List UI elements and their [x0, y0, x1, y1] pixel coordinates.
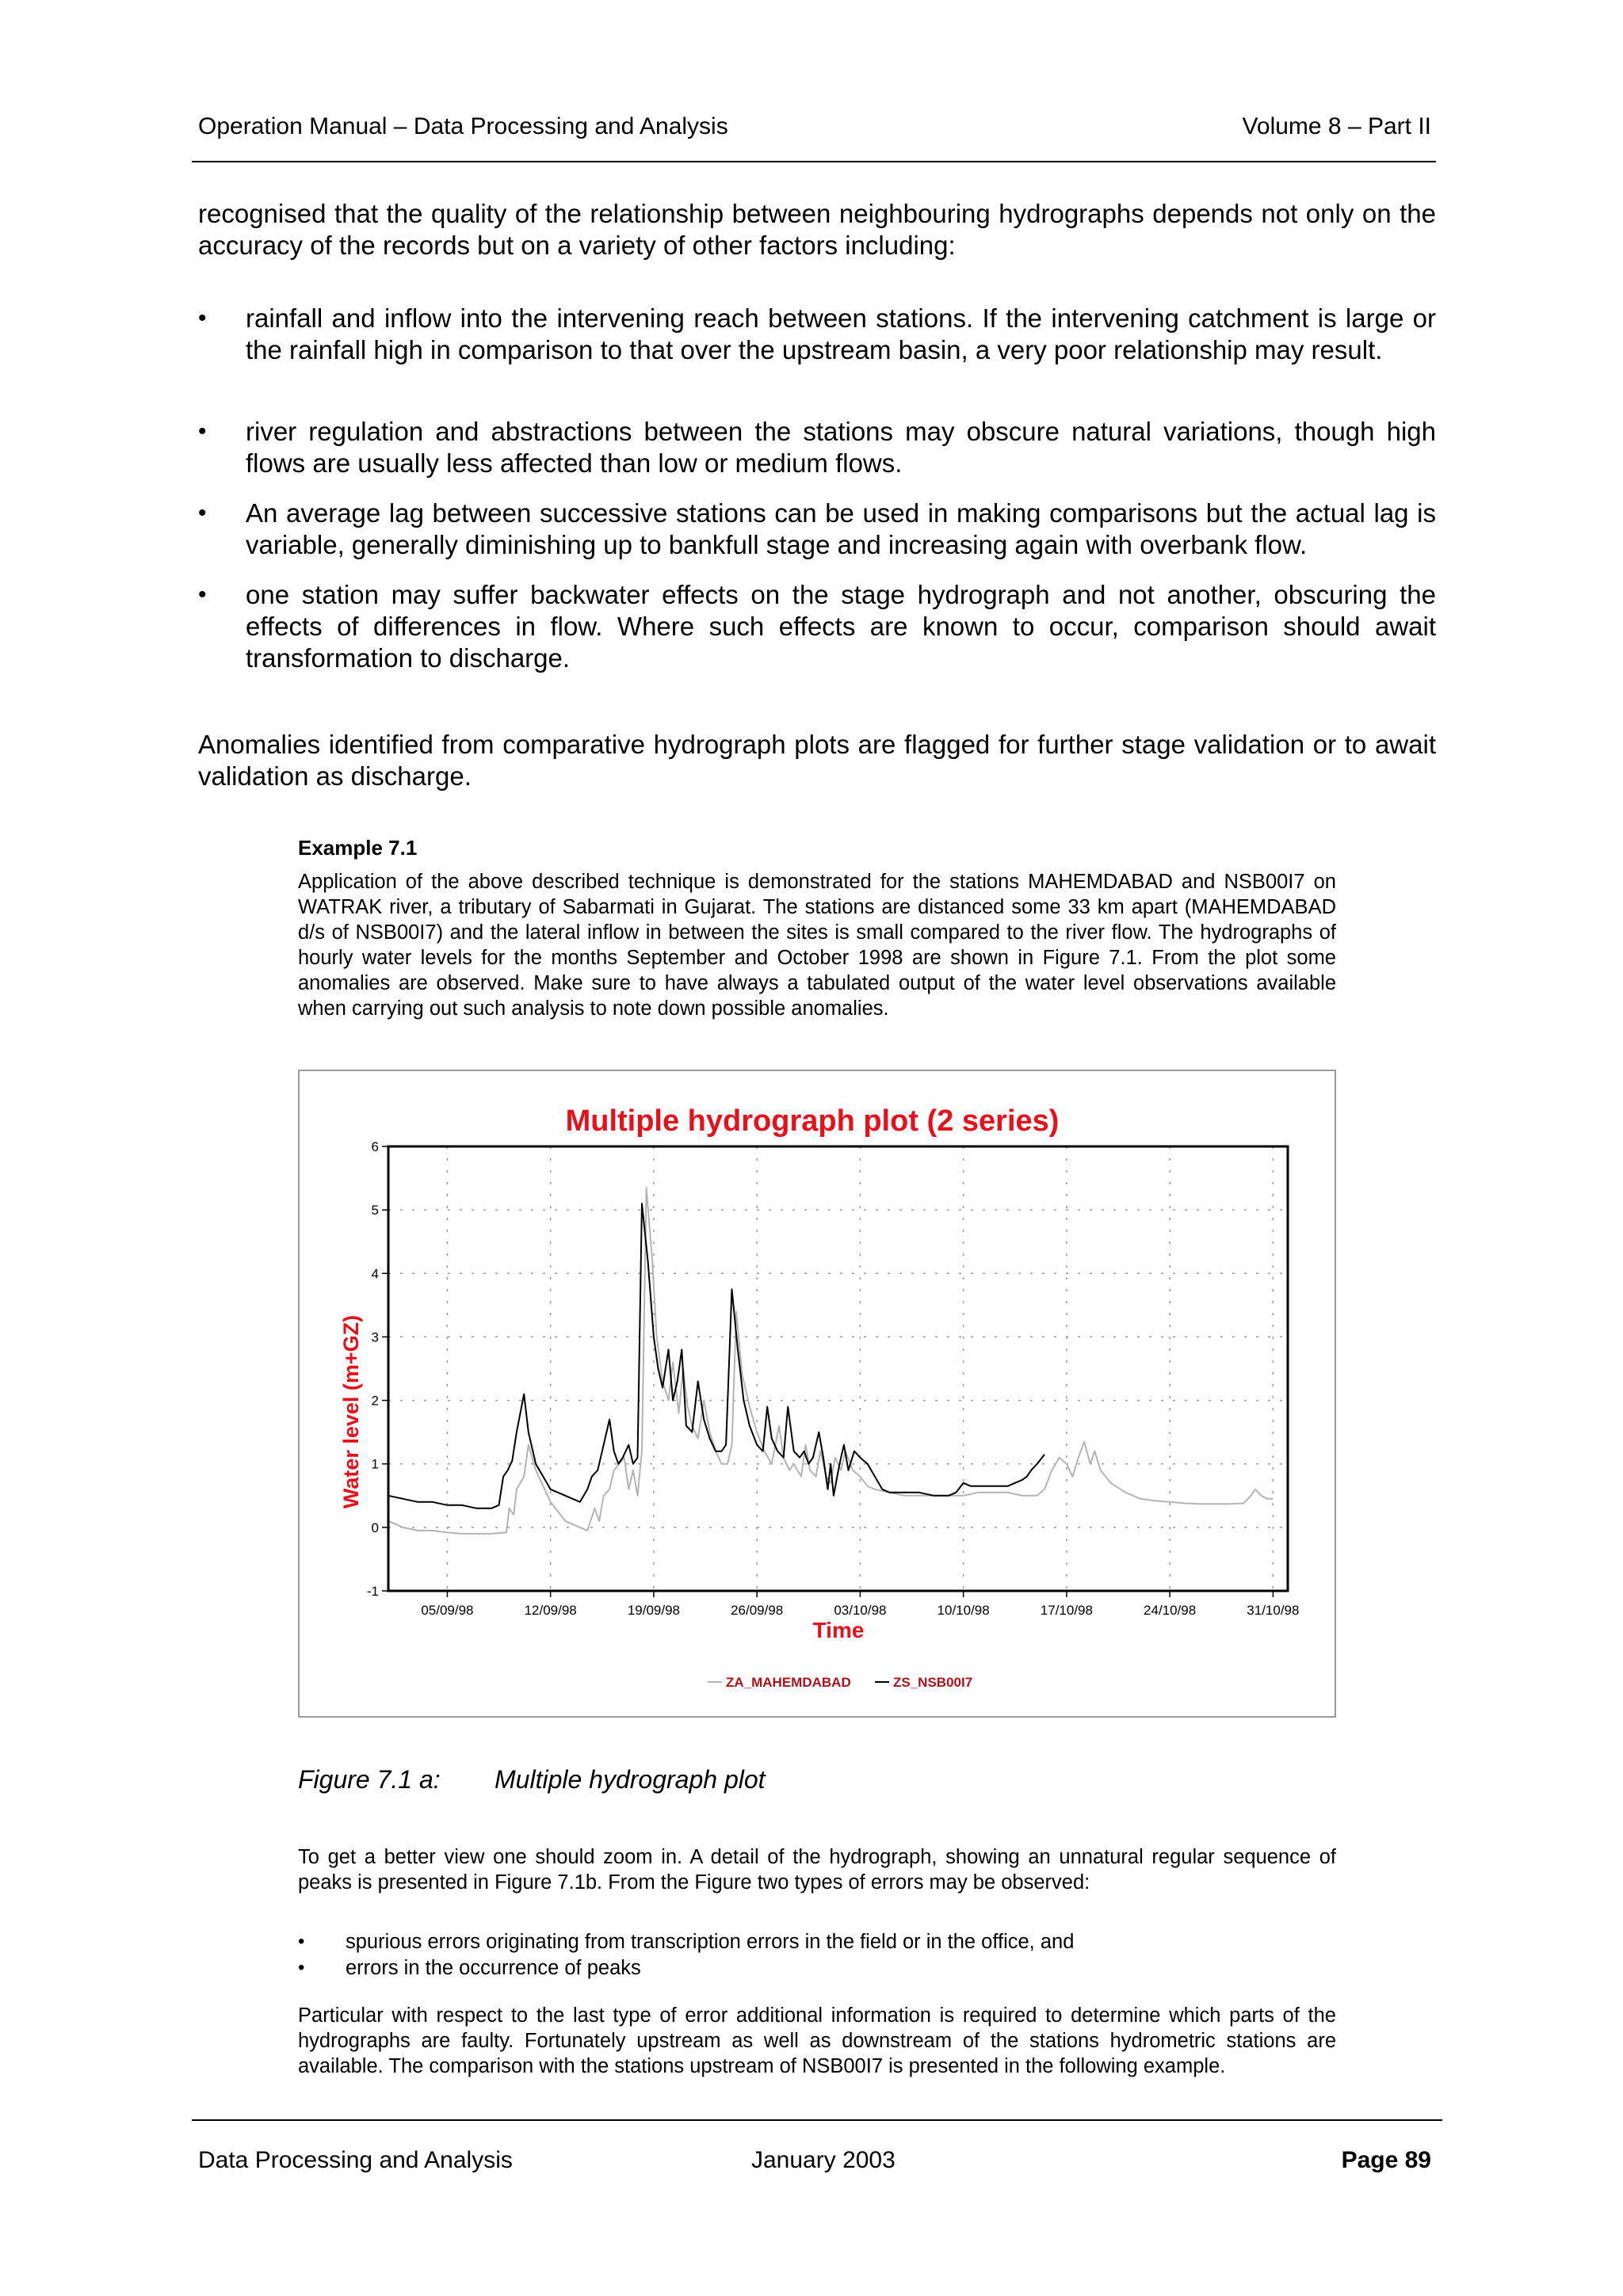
bullet-text: rainfall and inflow into the intervening reach between stations. If the intervening catchment is large or the rainfall high in comparison to that over the upstream basin, a very poor relationship may result.	[246, 303, 1436, 364]
series-layer	[388, 1188, 1273, 1534]
x-axis-label: Time	[812, 1618, 865, 1642]
x-tick-label: 19/09/98	[627, 1603, 681, 1618]
bullet-text: river regulation and abstractions between the stations may obscure natural variations, though high flows are usually less affected than low or medium flows.	[246, 417, 1436, 478]
series-line-za_mahemdabad	[388, 1188, 1273, 1534]
example-title: Example 7.1	[298, 836, 418, 860]
y-tick-label: 4	[371, 1266, 379, 1282]
legend-label-nsb00i7: ZS_NSB00I7	[893, 1675, 973, 1690]
list-item	[198, 498, 1436, 561]
bullet-text: An average lag between successive stations can be used in making comparisons but the actual lag is variable, generally diminishing up to bankfull stage and increasing again with overbank flow.	[246, 498, 1436, 559]
axes	[367, 1139, 1300, 1618]
footer-rule	[192, 2119, 1442, 2121]
anomalies-paragraph: Anomalies identified from comparative hydrograph plots are flagged for further stage validation or to await validation as discharge.	[198, 730, 1436, 791]
list-item	[198, 416, 1436, 479]
page-number: Page 89	[1341, 2147, 1431, 2173]
x-tick-label: 05/09/98	[421, 1603, 474, 1618]
x-tick-label: 17/10/98	[1040, 1603, 1093, 1618]
header-right: Volume 8 – Part II	[1242, 113, 1431, 139]
hydrograph-chart	[300, 1071, 1335, 1716]
y-tick-label: 0	[371, 1520, 379, 1535]
list-item	[198, 303, 1436, 398]
list-item	[298, 1955, 1336, 1981]
y-tick-label: 6	[371, 1139, 379, 1154]
chart-title: Multiple hydrograph plot (2 series)	[565, 1104, 1060, 1138]
example-text: Application of the above described technique is demonstrated for the stations MAHEMDABAD and NSB00I7 on WATRAK river, a tributary of Sabarmati in Gujarat. The stations are distanced some 33 km apart (MAHEMDABAD d/s of NSB00I7) and the lateral inflow in between the sites is small compared to the river flow. The hydrographs of hourly water levels for the months September and October 1998 are shown in Figure 7.1. From the plot some anomalies are observed. Make sure to have always a tabulated output of the water level observations available when carrying out such analysis to note down possible anomalies.	[298, 871, 1336, 1020]
intro-paragraph: recognised that the quality of the relationship between neighbouring hydrographs depends not only on the accuracy of the records but on a variety of other factors including:	[198, 199, 1436, 260]
bullet-icon: •	[298, 1957, 305, 1978]
x-tick-label: 31/10/98	[1247, 1603, 1300, 1618]
y-tick-label: 5	[371, 1203, 379, 1219]
bullet-icon: •	[198, 500, 207, 526]
footer-left: Data Processing and Analysis	[198, 2147, 513, 2173]
legend-label-mahemdabad: ZA_MAHEMDABAD	[726, 1675, 851, 1690]
y-tick-label: 3	[371, 1329, 379, 1345]
particular-paragraph: Particular with respect to the last type of error additional information is required to determine which parts of the hydrographs are faulty. Fortunately upstream as well as downstream of the stations hydrometric stations are available. The comparison with the stations upstream of NSB00I7 is presented in the following example.	[298, 2004, 1336, 2077]
series-line-zs_nsb00i7	[388, 1203, 1044, 1508]
bullet-icon: •	[198, 305, 207, 331]
x-tick-label: 10/10/98	[937, 1603, 990, 1618]
zoom-paragraph: To get a better view one should zoom in. A detail of the hydrograph, showing an unnatural regular sequence of peaks is presented in Figure 7.1b. From the Figure two types of errors may be observed:	[298, 1846, 1336, 1894]
bullet-text: errors in the occurrence of peaks	[346, 1957, 641, 1979]
header-rule	[192, 161, 1436, 162]
footer-center: January 2003	[751, 2147, 896, 2173]
legend	[708, 1675, 972, 1690]
bullet-icon: •	[298, 1931, 305, 1952]
x-tick-label: 12/09/98	[524, 1603, 577, 1618]
y-tick-label: 2	[371, 1393, 379, 1409]
bullet-text: spurious errors originating from transcription errors in the field or in the office, and	[346, 1931, 1075, 1953]
x-tick-label: 03/10/98	[834, 1603, 887, 1618]
figure-caption-text: Multiple hydrograph plot	[495, 1765, 766, 1794]
y-tick-label: -1	[366, 1584, 379, 1599]
grid	[388, 1146, 1288, 1591]
bullet-icon: •	[198, 582, 207, 608]
list-item	[298, 1929, 1336, 1955]
bullet-text: one station may suffer backwater effects on the stage hydrograph and not another, obscuring the effects of differences in flow. Where such effects are known to occur, comparison should await transformation to discharge.	[246, 580, 1436, 673]
x-tick-label: 26/09/98	[731, 1603, 784, 1618]
bullet-icon: •	[198, 418, 207, 444]
plot-frame	[388, 1146, 1288, 1591]
figure-caption-label: Figure 7.1 a:	[298, 1765, 441, 1794]
x-tick-label: 24/10/98	[1144, 1603, 1197, 1618]
y-axis-label: Water level (m+GZ)	[339, 1314, 363, 1509]
header-left: Operation Manual – Data Processing and Analysis	[198, 113, 728, 139]
list-item	[198, 579, 1436, 674]
y-tick-label: 1	[371, 1456, 379, 1472]
figure-frame	[298, 1070, 1336, 1718]
